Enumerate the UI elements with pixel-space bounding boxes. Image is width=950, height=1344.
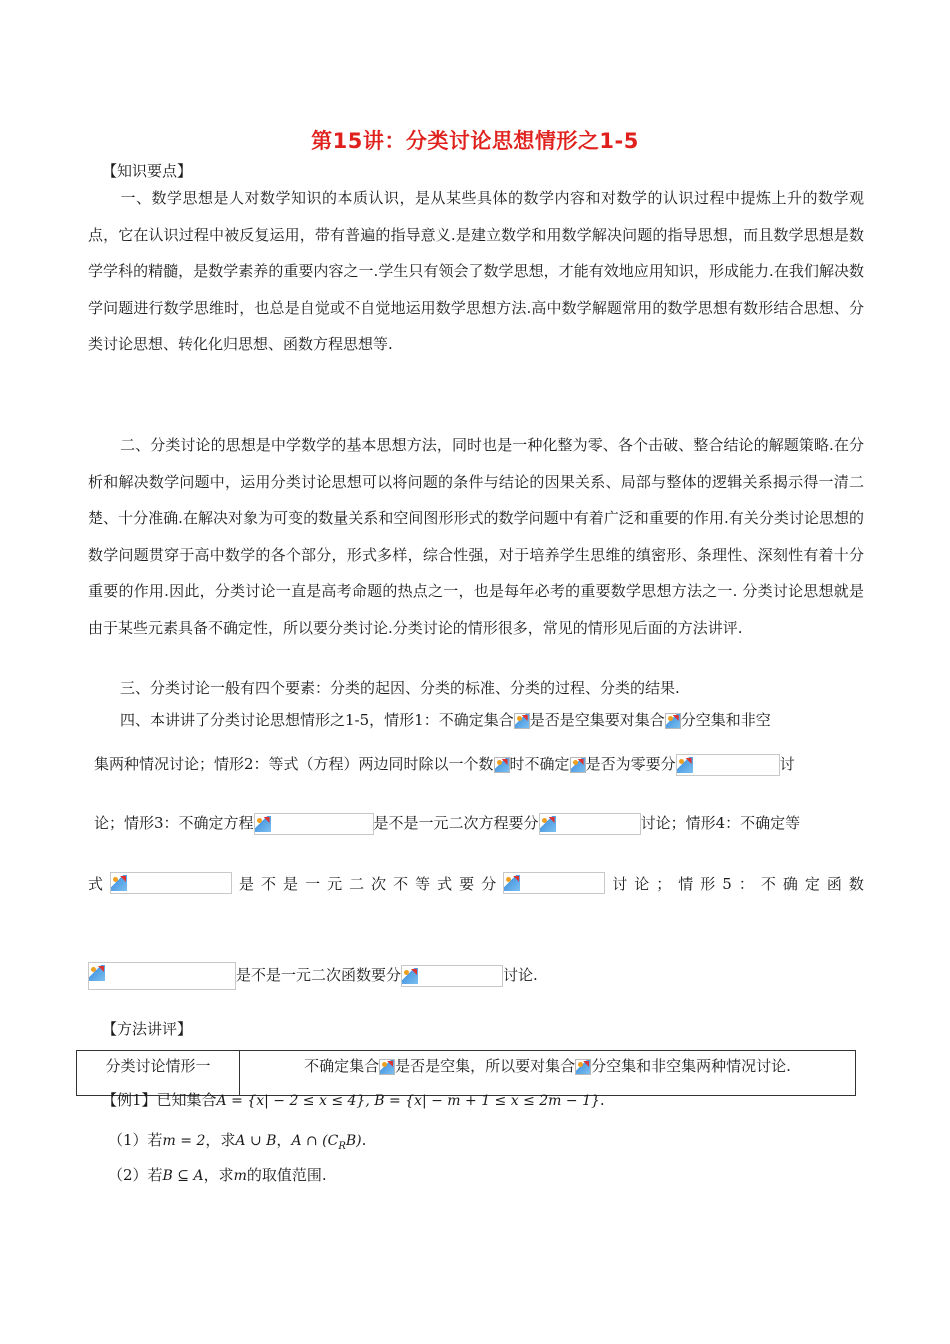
p4-char: 函 [826, 875, 842, 893]
p4-char: 不 [393, 875, 409, 893]
example-text: ，求 [203, 1166, 234, 1184]
method-heading: 【方法讲评】 [102, 1020, 193, 1038]
p4-char: 论 [634, 875, 650, 893]
broken-image-icon [677, 757, 693, 773]
p4-line-3 [94, 811, 800, 835]
p4-text: 集两种情况讨论；情形2：等式（方程）两边同时除以一个数 [94, 755, 494, 773]
example-text: ，求 [205, 1131, 236, 1149]
math-subscript: R [338, 1141, 346, 1152]
example-text: （1）若 [108, 1131, 163, 1149]
example-text: ， [276, 1131, 292, 1149]
math-formula: m = 2 [162, 1133, 206, 1149]
p4-text: 是否为零要分 [585, 755, 676, 773]
p4-char: 等 [415, 875, 431, 893]
p4-char: 二 [349, 875, 365, 893]
paragraph-3-text: 三、分类讨论一般有四个要素：分类的起因、分类的标准、分类的过程、分类的结果. [120, 679, 680, 697]
math-formula: A ∪ B [235, 1133, 277, 1149]
broken-image-icon [379, 1059, 395, 1075]
p4-line-2 [94, 752, 795, 776]
p4-text: 时不确定 [509, 755, 570, 773]
p4-char: 式 [88, 875, 104, 893]
page-title: 第15讲：分类讨论思想情形之1-5 [311, 129, 639, 153]
example-1-statement [102, 1088, 605, 1113]
example-question-1 [108, 1128, 366, 1159]
paragraph-1 [88, 180, 864, 363]
p4-text: 讨论；情形4：不确定等 [640, 814, 801, 832]
image-placeholder [401, 965, 503, 987]
p4-text: 讨论. [503, 966, 538, 984]
example-question-2 [108, 1163, 327, 1188]
p4-char: 讨 [612, 875, 628, 893]
p4-char: 数 [848, 875, 864, 893]
method-text: 是否是空集，所以要对集合 [395, 1057, 576, 1075]
broken-image-icon [540, 816, 556, 832]
broken-image-icon [570, 757, 586, 773]
p4-char: 是 [239, 875, 255, 893]
example-text: . [361, 1131, 367, 1149]
p4-text: 论；情形3：不确定方程 [94, 814, 254, 832]
paragraph-2-text: 二、分类讨论的思想是中学数学的基本思想方法，同时也是一种化整为零、各个击破、整合结论的解题策略.在分析和解决数学问题中，运用分类讨论思想可以将问题的条件与结论的因果关系、局部与整体的逻辑关系揭示得一清二楚、十分准确.在解决对象为可变的数量关系和空间图形形式的数学问题中有着广泛和重要的作用.有关分类讨论思想的数学问题贯穿于高中数学的各个部分，形式多样，综合性强，对于培养学生思维的缜密形、条理性、深刻性有着十分重要的作用.因此，分类讨论一直是高考命题的热点之一，也是每年必考的重要数学思想方法之一. 分类讨论思想就是由于某些元素具备不确定性，所以要分类讨论.分类讨论的情形很多，常见的情形见后面的方法讲评. [88, 436, 864, 637]
p4-char: 5 [722, 875, 732, 893]
p4-line-5 [88, 962, 538, 990]
p4-char: 是 [283, 875, 299, 893]
p4-char: 不 [760, 875, 776, 893]
knowledge-heading: 【知识要点】 [102, 162, 193, 180]
p4-char: 式 [437, 875, 453, 893]
broken-image-icon [494, 757, 510, 773]
image-placeholder [88, 962, 236, 990]
p4-text: 是否是空集要对集合 [529, 711, 665, 729]
p4-line-4 [88, 872, 864, 896]
p4-char: 要 [459, 875, 475, 893]
p4-char: 确 [782, 875, 798, 893]
paragraph-1-text: 一、数学思想是人对数学知识的本质认识，是从某些具体的数学内容和对数学的认识过程中提炼上升的数学观点，它在认识过程中被反复运用，带有普遍的指导意义.是建立数学和用数学解决问题的指导思想，而且数学思想是数学学科的精髓，是数学素养的重要内容之一.学生只有领会了数学思想，才能有效地应用知识，形成能力.在我们解决数学问题进行数学思维时，也总是自觉或不自觉地运用数学思想方法.高中数学解题常用的数学思想有数形结合思想、分类讨论思想、转化化归思想、函数方程思想等. [88, 189, 864, 353]
p4-char: 分 [481, 875, 497, 893]
example-label: 【例1】已知集合 [102, 1091, 217, 1109]
p4-char: ； [656, 875, 672, 893]
p4-char: 一 [305, 875, 321, 893]
math-formula: B) [345, 1133, 362, 1149]
paragraph-3 [88, 670, 864, 707]
math-formula: m [233, 1168, 247, 1184]
example-text: 的取值范围. [246, 1166, 327, 1184]
broken-image-icon [504, 875, 520, 891]
image-placeholder [110, 872, 232, 894]
example-text: . [599, 1091, 605, 1109]
image-placeholder [254, 813, 374, 835]
broken-image-icon [665, 713, 681, 729]
p4-char: 元 [327, 875, 343, 893]
broken-image-icon [514, 713, 530, 729]
broken-image-icon [111, 875, 127, 891]
method-text: 不确定集合 [304, 1057, 380, 1075]
method-case-label: 分类讨论情形一 [77, 1051, 240, 1096]
p4-text: 是不是一元二次方程要分 [373, 814, 539, 832]
p4-line-1 [120, 708, 771, 732]
p4-char: 次 [371, 875, 387, 893]
math-formula: B ⊆ A [162, 1168, 204, 1184]
paragraph-2 [88, 427, 864, 646]
method-text: 分空集和非空集两种情况讨论. [591, 1057, 791, 1075]
math-formula: A ∩ (C [291, 1133, 339, 1149]
image-placeholder [676, 754, 780, 776]
example-text: （2）若 [108, 1166, 163, 1184]
p4-char: ： [738, 875, 754, 893]
p4-char: 不 [261, 875, 277, 893]
p4-text: 分空集和非空 [680, 711, 771, 729]
p4-char: 情 [678, 875, 694, 893]
image-placeholder [503, 872, 605, 894]
image-placeholder [539, 813, 641, 835]
p4-char: 形 [700, 875, 716, 893]
p4-char: 定 [804, 875, 820, 893]
p4-text: 讨 [779, 755, 795, 773]
p4-text: 四、本讲讲了分类讨论思想情形之1-5，情形1：不确定集合 [120, 711, 514, 729]
broken-image-icon [255, 816, 271, 832]
broken-image-icon [89, 965, 105, 981]
example-sets-formula: A = {x| − 2 ≤ x ≤ 4}, B = {x| − m + 1 ≤ x ≤ 2m − 1} [216, 1093, 600, 1109]
p4-text: 是不是一元二次函数要分 [236, 966, 402, 984]
broken-image-icon [402, 968, 418, 984]
broken-image-icon [575, 1059, 591, 1075]
